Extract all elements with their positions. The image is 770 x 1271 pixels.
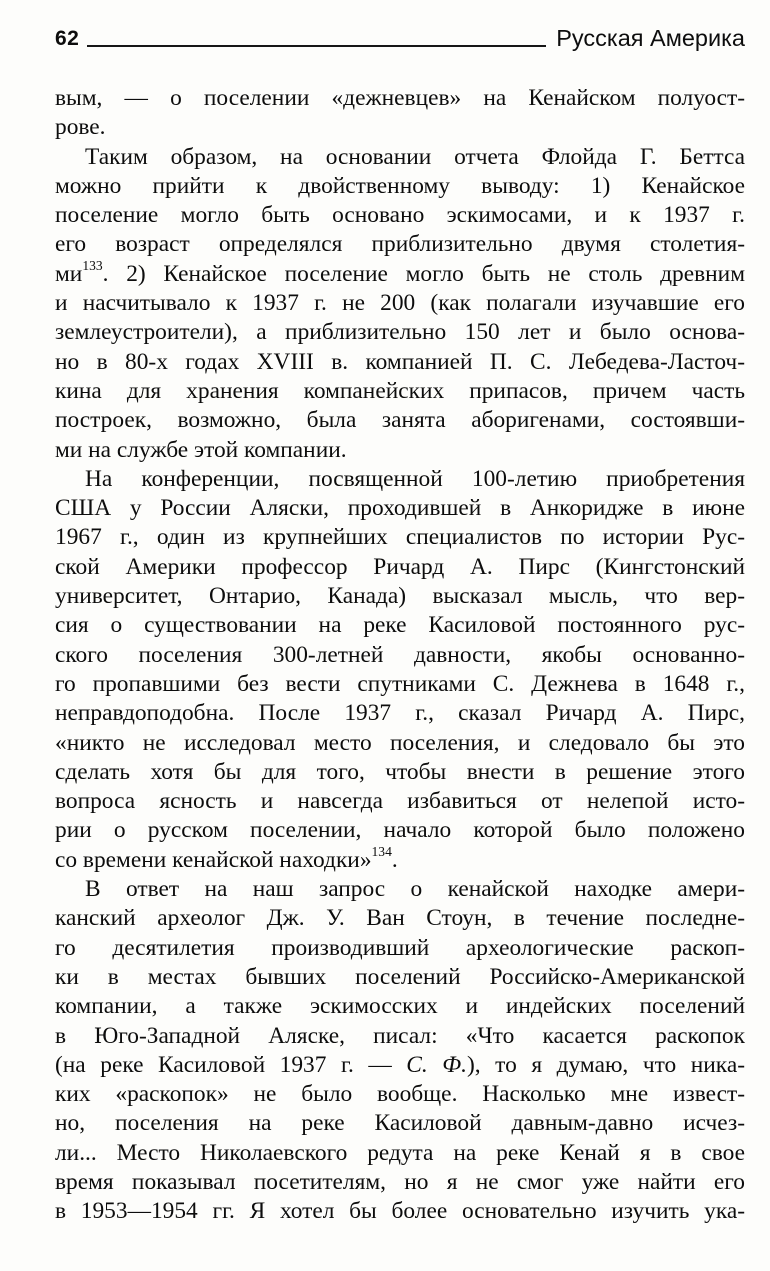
text-line <box>55 260 745 289</box>
text-line: «никто не исследовал место поселения, и следовало бы это <box>55 729 745 756</box>
text-line: в Юго-Западной Аляске, писал: «Что касается раскопок <box>55 1022 745 1049</box>
paragraph <box>55 875 745 1227</box>
text-line: компании, а также эскимосских и индейских поселений <box>55 993 745 1020</box>
text-line: сделать хотя бы для того, чтобы внести в решение этого <box>55 758 745 785</box>
text-line: ки в местах бывших поселений Российско-Американской <box>55 963 745 990</box>
paragraph <box>55 465 745 875</box>
paragraph <box>55 84 745 143</box>
text-line <box>55 846 745 875</box>
footnote-marker: 134 <box>371 844 392 860</box>
paragraph <box>55 143 745 465</box>
text-line: США у России Аляски, проходившей в Анкоридже в июне <box>55 495 745 522</box>
text-line: На конференции, посвященной 100-летию приобретения <box>85 465 745 492</box>
running-title: Русская Америка <box>556 25 745 51</box>
page-header <box>55 22 745 52</box>
text-line: вым, — о поселении «дежневцев» на Кенайском полуост- <box>55 85 745 111</box>
text-line <box>55 1051 745 1080</box>
text-line: Таким образом, на основании отчета Флойда Г. Беттса <box>85 143 745 170</box>
header-rule <box>87 45 546 47</box>
text-line: построек, возможно, была занята аборигенами, состоявши- <box>55 407 745 434</box>
text-line: поселение могло быть основано эскимосами, и к 1937 г. <box>55 202 745 229</box>
text-line: его возраст определялся приблизительно двумя столетия- <box>55 231 745 258</box>
text-line: землеустроители), а приблизительно 150 лет и было основа- <box>55 319 745 346</box>
text-segment: (на реке Касиловой 1937 г. — <box>55 1051 407 1078</box>
text-line: можно прийти к двойственному выводу: 1) Кенайское <box>55 172 745 199</box>
text-segment: . <box>391 846 398 873</box>
footnote-marker: 133 <box>82 258 103 274</box>
text-line: ли... Место Николаевского редута на реке Кенай я в свое <box>55 1139 745 1166</box>
text-line: ми на службе этой компании. <box>55 436 347 463</box>
text-line: но в 80-х годах XVIII в. компанией П. С. Лебедева-Ласточ- <box>55 348 745 375</box>
text-line: В ответ на наш запрос о кенайской находке амери- <box>85 876 745 903</box>
text-line: и насчитывало к 1937 г. не 200 (как полагали изучавшие его <box>55 290 745 317</box>
text-line: го пропавшими без вести спутниками С. Дежнева в 1648 г., <box>55 670 745 697</box>
text-segment: . 2) Кенайское поселение могло быть не столь древним <box>102 260 745 287</box>
page-number: 62 <box>55 27 80 50</box>
text-block <box>55 84 745 1227</box>
text-line: ской Америки профессор Ричард А. Пирс (Кингстонский <box>55 553 745 580</box>
text-line: время показывал посетителям, но я не смог уже найти его <box>55 1168 745 1195</box>
text-line: кина для хранения компанейских припасов, причем часть <box>55 377 745 404</box>
text-line: рии о русском поселении, начало которой было положено <box>55 817 745 844</box>
text-line: ского поселения 300-летней давности, якобы основанно- <box>55 641 745 668</box>
text-line: неправдоподобна. После 1937 г., сказал Ричард А. Пирс, <box>55 700 745 727</box>
text-line: канский археолог Дж. У. Ван Стоун, в течение последне- <box>55 905 745 932</box>
text-segment: со времени кенайской находки» <box>55 846 372 873</box>
text-line: 1967 г., один из крупнейших специалистов по истории Рус- <box>55 524 745 551</box>
text-line: вопроса ясность и навсегда избавиться от нелепой исто- <box>55 788 745 815</box>
text-segment: С. Ф. <box>406 1051 467 1078</box>
text-line: но, поселения на реке Касиловой давным-давно исчез- <box>55 1110 745 1137</box>
text-segment: ), то я думаю, что ника- <box>466 1051 745 1078</box>
text-line: в 1953—1954 гг. Я хотел бы более основательно изучить ука- <box>55 1198 745 1225</box>
text-line: университет, Онтарио, Канада) высказал мысль, что вер- <box>55 583 745 610</box>
text-line: сия о существовании на реке Касиловой постоянного рус- <box>55 612 745 639</box>
text-line: рове. <box>55 114 106 141</box>
text-line: го десятилетия производивший археологические раскоп- <box>55 934 745 961</box>
text-line: ких «раскопок» не было вообще. Насколько мне извест- <box>55 1081 745 1108</box>
text-segment: ми <box>55 260 83 287</box>
